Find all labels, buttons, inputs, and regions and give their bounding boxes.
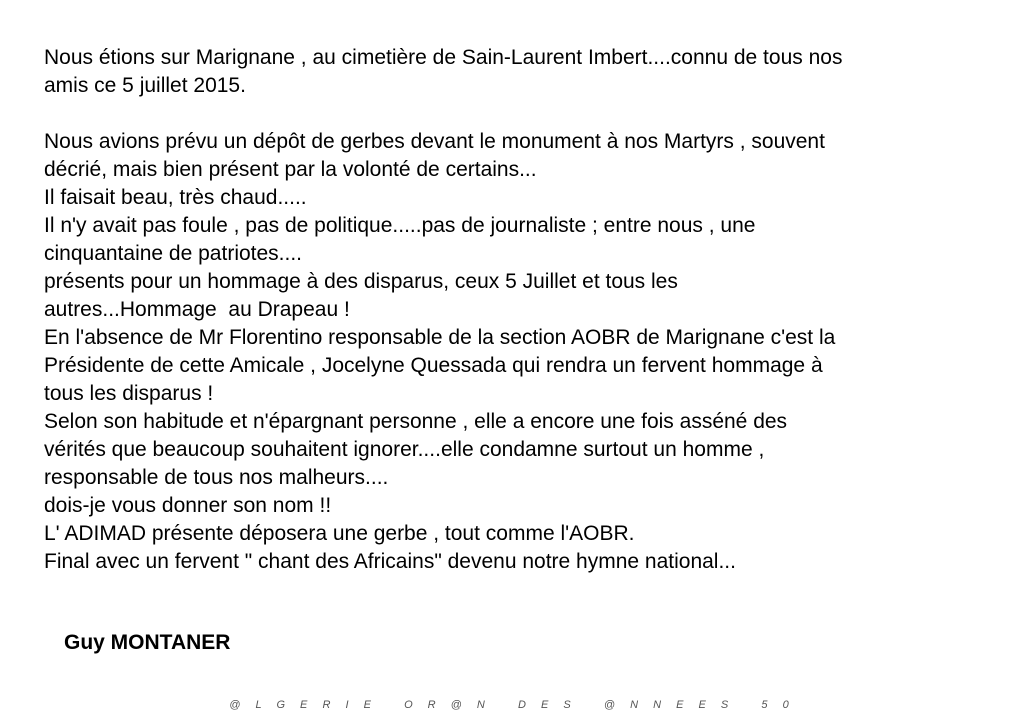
text-line: dois-je vous donner son nom !! [44,494,332,517]
page-footer: @ L G E R I E O R @ N D E S @ N N E E S 5 0 [229,699,795,711]
text-line: cinquantaine de patriotes.... [44,242,303,265]
text-line: décrié, mais bien présent par la volonté de certains... [44,158,537,181]
text-line: Nous étions sur Marignane , au cimetière de Sain-Laurent Imbert....connu de tous nos [44,46,843,69]
text-line: autres...Hommage au Drapeau ! [44,298,350,321]
text-line: amis ce 5 juillet 2015. [44,74,246,97]
text-line: Présidente de cette Amicale , Jocelyne Quessada qui rendra un fervent hommage à [44,354,823,377]
article-body [44,44,994,576]
author-signature: Guy MONTANER [64,631,231,654]
text-line: Final avec un fervent " chant des Africains" devenu notre hymne national... [44,550,736,573]
text-line: L' ADIMAD présente déposera une gerbe , tout comme l'AOBR. [44,522,635,545]
text-line: Nous avions prévu un dépôt de gerbes devant le monument à nos Martyrs , souvent [44,130,825,153]
text-line: Il n'y avait pas foule , pas de politique.....pas de journaliste ; entre nous , une [44,214,756,237]
text-line: responsable de tous nos malheurs.... [44,466,389,489]
text-line: vérités que beaucoup souhaitent ignorer....elle condamne surtout un homme , [44,438,765,461]
paragraph-spacer [44,100,994,128]
text-line: tous les disparus ! [44,382,214,405]
text-line: Il faisait beau, très chaud..... [44,186,307,209]
text-line: En l'absence de Mr Florentino responsable de la section AOBR de Marignane c'est la [44,326,836,349]
text-line: présents pour un hommage à des disparus, ceux 5 Juillet et tous les [44,270,678,293]
text-line: Selon son habitude et n'épargnant personne , elle a encore une fois asséné des [44,410,788,433]
